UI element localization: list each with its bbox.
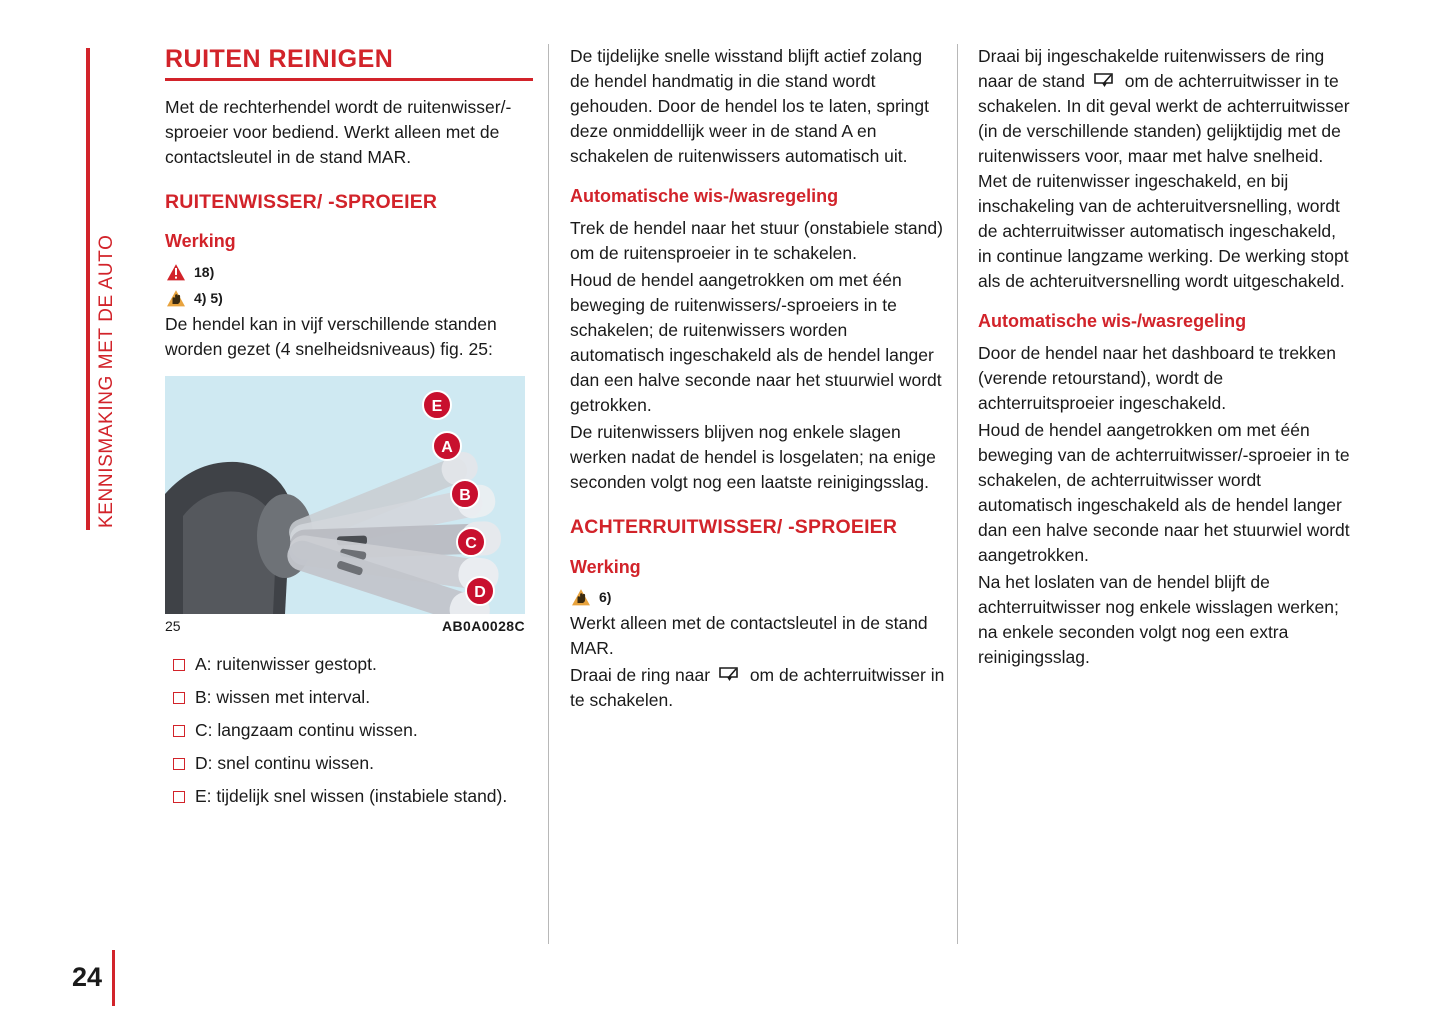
column-one [165, 44, 540, 817]
warning-triangle-icon [165, 262, 187, 282]
rear-ring-text-after: om de achterruitwisser in te schakelen. In dit geval werkt de achterruitwisser (in de verschillende standen) gelijktijdig met de ruitenwissers voor, maar met halve snelheid. Met de ruitenwisser ingeschakeld, en bij inschakeling van de achteruitversnelling, wordt de achterruitwisser automatisch ingeschakeld, in continue langzame werking. De werking stopt als de achteruitversnelling wordt uitgeschakeld. [978, 71, 1350, 291]
svg-text:A: A [441, 438, 453, 456]
list-item: A: ruitenwisser gestopt. [165, 652, 540, 677]
list-item: E: tijdelijk snel wissen (instabiele stand). [165, 784, 540, 809]
list-item: C: langzaam continu wissen. [165, 718, 540, 743]
warning-reference-4-5: 4) 5) [194, 289, 223, 306]
section-heading-rear-wiper: ACHTERRUITWISSER/ -SPROEIER [570, 516, 898, 539]
chapter-tab-label: KENNISMAKING MET DE AUTO [96, 234, 117, 528]
page-number: 24 [72, 962, 103, 992]
chapter-tab [86, 48, 122, 530]
column-three [978, 44, 1353, 672]
paragraph-washer-extra-sweep: De ruitenwissers blijven nog enkele slagen werken nadat de hendel is losgelaten; na enige seconden volgt nog een laatste reinigingsslag. [570, 422, 936, 493]
column-divider-1 [548, 44, 549, 944]
paragraph-temporary-fast-wipe: De tijdelijke snelle wisstand blijft actief zolang de hendel handmatig in die stand wordt gehouden. Door de hendel los te laten, springt deze onmiddellijk weer in de stand A en schakelen de ruitenwissers automatisch uit. [570, 46, 930, 166]
section-heading-wiper: RUITENWISSER/ -SPROEIER [165, 191, 438, 213]
paragraph-rear-wiper-ring [978, 44, 1353, 294]
hand-warning-icon [165, 288, 187, 308]
figure-code: AB0A0028C [442, 617, 525, 634]
paragraph-ring-turn [570, 663, 945, 713]
page-title: RUITEN REINIGEN [165, 45, 394, 73]
column-divider-2 [957, 44, 958, 944]
hand-warning-icon [570, 587, 592, 607]
lever-position-list [165, 652, 540, 809]
page-number-rule [112, 950, 115, 1006]
figure-caption-row [165, 618, 525, 634]
warning-reference-6: 6) [599, 589, 612, 606]
figure-illustration [165, 376, 525, 614]
warning-row-general [165, 262, 540, 282]
figure-wiper-lever [165, 376, 525, 614]
rear-wiper-symbol-icon [718, 666, 742, 685]
list-item: B: wissen met interval. [165, 685, 540, 710]
paragraph-washer-pull: Trek de hendel naar het stuur (onstabiele stand) om de ruitensproeier in te schakelen. [570, 218, 943, 264]
subheading-operation: Werking [165, 231, 236, 252]
paragraph-rear-washer-pull: Door de hendel naar het dashboard te trekken (verende retourstand), wordt de achterruitsproeier ingeschakeld. [978, 343, 1337, 414]
rear-ring-text-before: Draai bij ingeschakelde ruitenwissers de ring naar de stand [978, 46, 1325, 91]
warning-reference-18: 18) [194, 263, 215, 280]
warning-row-rear [570, 587, 945, 607]
rear-wiper-symbol-icon [1093, 72, 1117, 91]
paragraph-rear-washer-extra-sweep: Na het loslaten van de hendel blijft de achterruitwisser nog enkele wisslagen werken; na enkele seconden volgt nog een extra reinigingsslag. [978, 572, 1339, 668]
list-item: D: snel continu wissen. [165, 751, 540, 776]
subheading-operation-rear: Werking [570, 556, 641, 577]
column-two [570, 44, 945, 715]
paragraph-washer-hold: Houd de hendel aangetrokken om met één beweging de ruitenwissers/-sproeiers in te schakelen; de ruitenwissers worden automatisch ingeschakeld als de hendel langer dan een halve seconde naar het stuurwiel wordt getrokken. [570, 270, 942, 416]
heading-auto-wash-wipe-rear: Automatische wis-/wasregeling [978, 311, 1247, 331]
warning-row-environment [165, 288, 540, 308]
ring-turn-text-before: Draai de ring naar [570, 665, 711, 686]
intro-paragraph: Met de rechterhendel wordt de ruitenwisser/-sproeier voor bediend. Werkt alleen met de contactsleutel in de stand MAR. [165, 97, 512, 167]
paragraph-mar-key: Werkt alleen met de contactsleutel in de stand MAR. [570, 613, 928, 659]
title-underline [165, 78, 533, 81]
ring-turn-text-after: om de achterruitwisser in te schakelen. [570, 665, 945, 711]
svg-text:B: B [459, 486, 471, 504]
svg-text:E: E [431, 397, 443, 415]
heading-auto-wash-wipe: Automatische wis-/wasregeling [570, 186, 839, 206]
lever-positions-paragraph: De hendel kan in vijf verschillende standen worden gezet (4 snelheidsniveaus) fig. 25: [165, 313, 497, 359]
svg-text:D: D [474, 583, 486, 601]
paragraph-rear-washer-hold: Houd de hendel aangetrokken om met één beweging van de achterruitwisser/-sproeier in te schakelen, de achterruitwisser wordt automatisch ingeschakeld als de hendel langer dan een halve seconde naar het stuurwiel wordt aangetrokken. [978, 420, 1350, 566]
figure-number: 25 [165, 617, 181, 634]
svg-text:C: C [465, 534, 477, 552]
